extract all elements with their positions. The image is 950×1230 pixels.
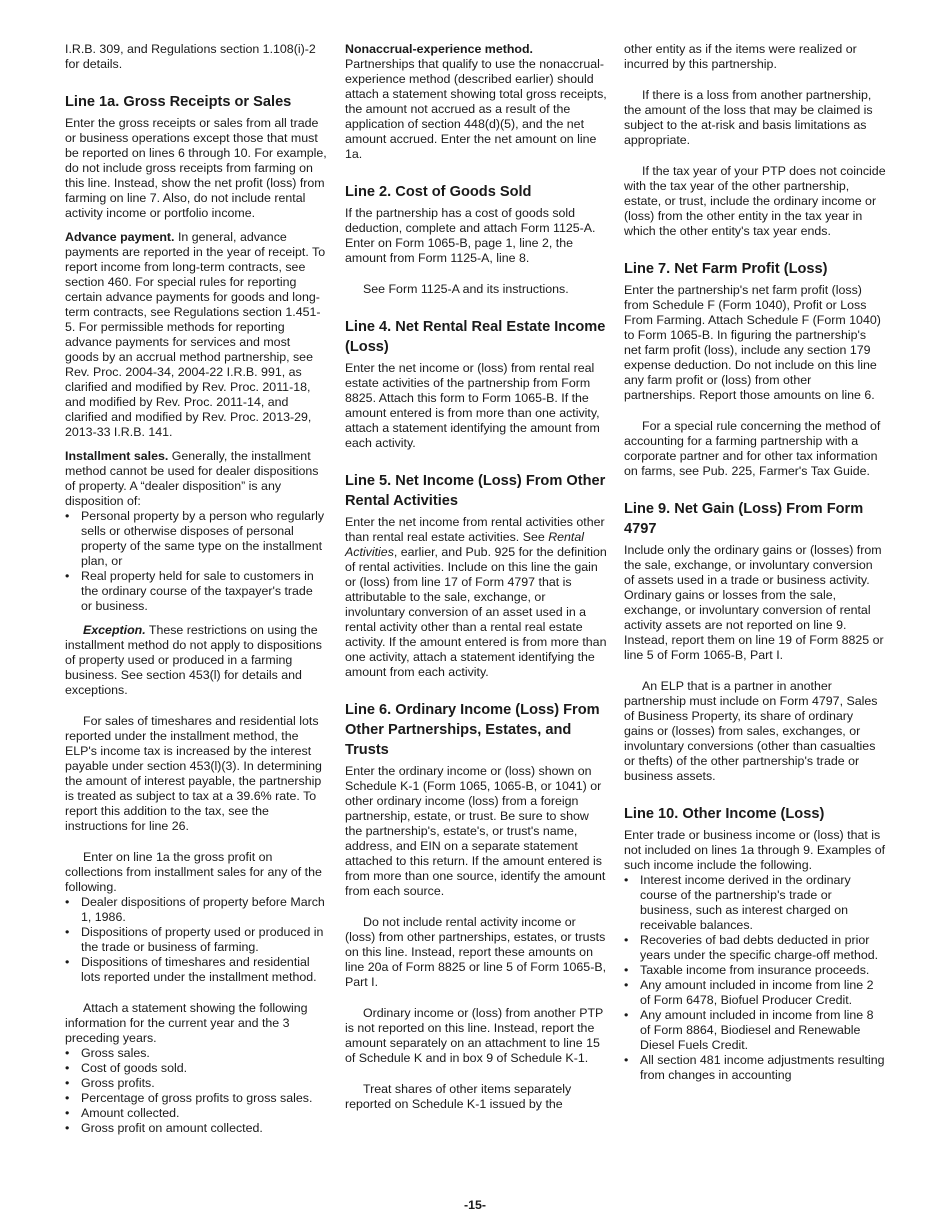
text-advance-payment: In general, advance payments are reported in the year of receipt. To report income from long-term contracts, see section 460. For special rules for reporting certain advance payments for goods and long-term contracts, see Regulations section 1.451-5. For permissible methods for reporting advance payments for services and most goods by an accrual method partnership, see Rev. Proc. 2004-34, 2004-22 I.R.B. 991, as clarified and modified by Rev. Proc. 2011-18, and modified by Rev. Proc. 2011-14, and clarified and modified by Rev. Proc. 2013-29, 2013-33 I.R.B. 141. — [65, 230, 326, 439]
list-item: • Personal property by a person who regularly sells or otherwise disposes of personal property of the same type on the installment plan, or — [65, 509, 325, 568]
paragraph-installment-sales — [65, 449, 327, 509]
paragraph-exception — [65, 623, 327, 698]
list-item: • Interest income derived in the ordinary course of the partnership's trade or business, such as interest charged on receivable balances. — [624, 873, 851, 932]
list-item: • Gross sales. — [65, 1046, 150, 1060]
column-left — [65, 42, 327, 1136]
paragraph-line-2: If the partnership has a cost of goods sold deduction, complete and attach Form 1125-A. Enter on Form 1065-B, page 1, line 2, the amount from Form 1125-A, line 8. — [345, 206, 596, 265]
paragraph-line-5: Enter the net income from rental activities other than rental real estate activities. See Rental Activities, earlier, and Pub. 925 for the definition of rental activities. Include on this line the gain or (loss) from line 17 of Form 4797 that is attributable to the sale, exchange, or involuntary conversion of an asset used in a rental activity other than a rental real estate activity. If the amount entered is from more than one activity, attach a statement identifying the amount from each activity. — [345, 515, 607, 679]
text-nonaccrual: Partnerships that qualify to use the nonaccrual-experience method (described earlier) should attach a statement showing total gross receipts, the amount not accrued as a result of the application of section 448(d)(5), and the net amount accrued. Enter the net amount on line 1a. — [345, 57, 607, 161]
heading-line-2: Line 2. Cost of Goods Sold — [345, 184, 532, 200]
paragraph-line-6-ptp: Ordinary income or (loss) from another PTP is not reported on this line. Instead, report the amount separately on an attachment to line 15 of Schedule K and in box 9 of Schedule K-1. — [345, 1006, 604, 1065]
heading-line-1a: Line 1a. Gross Receipts or Sales — [65, 94, 292, 110]
list-item: • Percentage of gross profits to gross sales. — [65, 1091, 313, 1105]
heading-line-5: Line 5. Net Income (Loss) From Other Rental Activities — [345, 473, 606, 509]
list-item: • Dispositions of property used or produced in the trade or business of farming. — [65, 925, 324, 954]
list-gross-profit — [65, 895, 327, 985]
paragraph-line-6-treat: Treat shares of other items separately reported on Schedule K-1 issued by the — [345, 1082, 572, 1111]
list-item: • Any amount included in income from line 2 of Form 6478, Biofuel Producer Credit. — [624, 978, 874, 1007]
heading-line-6: Line 6. Ordinary Income (Loss) From Other Partnerships, Estates, and Trusts — [345, 702, 600, 758]
list-item: • Taxable income from insurance proceeds. — [624, 963, 870, 977]
heading-line-10: Line 10. Other Income (Loss) — [624, 806, 825, 822]
paragraph-nonaccrual — [345, 42, 607, 162]
text-exception: These restrictions on using the installment method do not apply to dispositions of property used or produced in a farming business. See section 453(l) for details and exceptions. — [65, 623, 322, 697]
list-item: • Any amount included in income from line 8 of Form 8864, Biodiesel and Renewable Diesel Fuels Credit. — [624, 1008, 874, 1052]
list-item: • Dispositions of timeshares and residential lots reported under the installment method. — [65, 955, 317, 984]
list-item: • Amount collected. — [65, 1106, 180, 1120]
paragraph-line-4: Enter the net income or (loss) from rental real estate activities of the partnership from Form 8825. Attach this form to Form 1065-B. If the amount entered is from more than one activity, attach a statement identifying the amount from each activity. — [345, 361, 600, 450]
paragraph-line-9-elp: An ELP that is a partner in another partnership must include on Form 4797, Sales of Business Property, its share of ordinary gains or (losses) from sales, exchanges, or involuntary conversions (other than casualties or thefts) of the other partnership's trade or business assets. — [624, 679, 878, 783]
heading-line-7: Line 7. Net Farm Profit (Loss) — [624, 261, 828, 277]
paragraph-loss: If there is a loss from another partnership, the amount of the loss that may be claimed is subject to the at-risk and basis limitations as appropriate. — [624, 88, 873, 147]
paragraph-line-1a: Enter the gross receipts or sales from all trade or business operations except those that must be reported on lines 6 through 10. For example, do not include gross receipts from farming on this line. Instead, show the net profit (loss) from farming on line 7. Also, do not include rental activity income or portfolio income. — [65, 116, 327, 220]
paragraph-line-2-see: See Form 1125-A and its instructions. — [363, 282, 569, 296]
paragraph-line-9: Include only the ordinary gains or (losses) from the sale, exchange, or involuntary conversion of assets used in a trade or business activity. Ordinary gains or losses from the sale, exchange, or involuntary conversion of rental activity assets are not reported on line 9. Instead, report them on line 19 of Form 8825 or line 5 of Form 1065-B, Part I. — [624, 543, 884, 662]
list-other-income — [624, 873, 886, 1083]
column-right — [624, 42, 886, 1083]
list-item: • All section 481 income adjustments resulting from changes in accounting — [624, 1053, 885, 1082]
paragraph-intro: I.R.B. 309, and Regulations section 1.108(i)-2 for details. — [65, 42, 316, 71]
heading-line-4: Line 4. Net Rental Real Estate Income (Loss) — [345, 319, 606, 355]
paragraph-line-6-rental: Do not include rental activity income or (loss) from other partnerships, estates, or trusts on this line. Instead, report these amounts on line 20a of Form 8825 or line 5 of Form 1065-B, Part I. — [345, 915, 607, 989]
list-item: • Real property held for sale to customers in the ordinary course of the taxpayer's trade or business. — [65, 569, 314, 613]
list-item: • Cost of goods sold. — [65, 1061, 188, 1075]
list-item: • Recoveries of bad debts deducted in prior years under the specific charge-off method. — [624, 933, 879, 962]
paragraph-gross-profit: Enter on line 1a the gross profit on collections from installment sales for any of the following. — [65, 850, 322, 894]
runin-exception: Exception. — [83, 623, 146, 637]
list-item: • Dealer dispositions of property before March 1, 1986. — [65, 895, 325, 924]
paragraph-timeshares: For sales of timeshares and residential lots reported under the installment method, the ELP's income tax is increased by the interest payable under section 453(l)(3). In determining the amount of interest payable, the partnership is treated as subject to tax at a 39.6% rate. To report this addition to the tax, see the instructions for line 26. — [65, 714, 322, 833]
list-dealer-disposition — [65, 509, 327, 614]
text-installment-sales: Generally, the installment method cannot be used for dealer dispositions of property. A “dealer disposition” is any disposition of: — [65, 449, 319, 508]
term-rental-activities: Rental Activities — [345, 530, 585, 559]
heading-line-9: Line 9. Net Gain (Loss) From Form 4797 — [624, 501, 864, 537]
paragraph-line-10: Enter trade or business income or (loss) that is not included on lines 1a through 9. Examples of such income include the following. — [624, 828, 886, 872]
paragraph-attach-statement: Attach a statement showing the following information for the current year and the 3 preceding years. — [65, 1001, 308, 1045]
page-number: -15- — [463, 1198, 487, 1212]
runin-nonaccrual: Nonaccrual-experience method. — [345, 42, 533, 56]
paragraph-tax-year: If the tax year of your PTP does not coincide with the tax year of the other partnership, estate, or trust, include the ordinary income or (loss) from the other entity in the tax year in which the other entity's tax year ends. — [624, 164, 886, 238]
paragraph-line-6: Enter the ordinary income or (loss) shown on Schedule K-1 (Form 1065, 1065-B, or 1041) or other ordinary income (loss) from a foreign partnership, estate, or trust. Be sure to show the partnership's, estate's, or trust's name, address, and EIN on a separate statement attached to this return. If the amount entered is from more than one source, identify the amount from each source. — [345, 764, 606, 898]
paragraph-line-7-special: For a special rule concerning the method of accounting for a farming partnership with a corporate partner and for other tax information on farms, see Pub. 225, Farmer's Tax Guide. — [624, 419, 881, 478]
paragraph-continued: other entity as if the items were realized or incurred by this partnership. — [624, 42, 857, 71]
runin-installment-sales: Installment sales. — [65, 449, 169, 463]
runin-advance-payment: Advance payment. — [65, 230, 175, 244]
list-item: • Gross profit on amount collected. — [65, 1121, 263, 1135]
list-item: • Gross profits. — [65, 1076, 155, 1090]
column-middle — [345, 42, 607, 1121]
paragraph-line-7: Enter the partnership's net farm profit (loss) from Schedule F (Form 1040), Profit or Loss From Farming. Attach Schedule F (Form 1040) to Form 1065-B. In figuring the partnership's net farm profit (loss), include any section 179 expense deduction. Do not include on this line any farm profit or (loss) from other partnerships. Report those amounts on line 6. — [624, 283, 881, 402]
list-attach-statement — [65, 1046, 327, 1136]
paragraph-advance-payment — [65, 230, 327, 440]
